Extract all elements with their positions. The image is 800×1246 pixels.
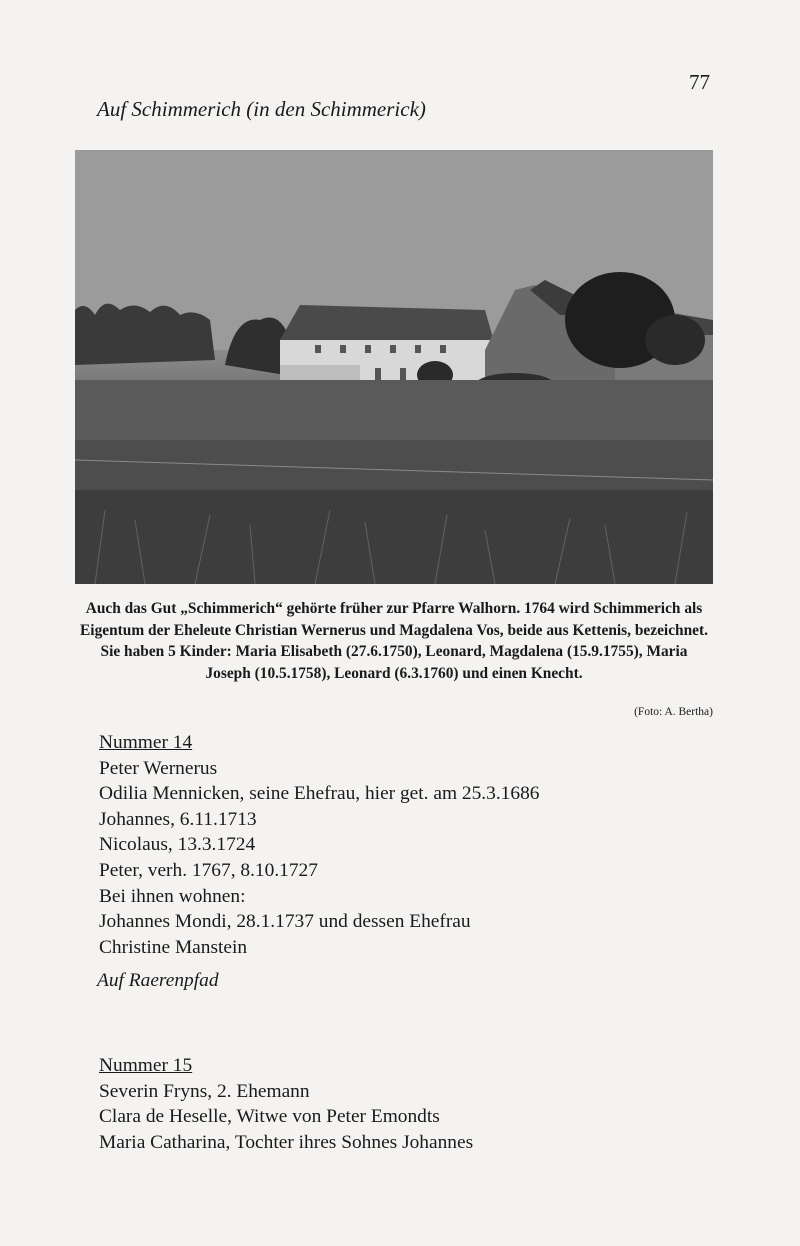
photo-credit: (Foto: A. Bertha) (634, 706, 713, 718)
page-number: 77 (689, 70, 710, 94)
entry-line: Christine Manstein (99, 936, 248, 958)
entry-line: Odilia Mennicken, seine Ehefrau, hier get. am 25.3.1686 (99, 783, 540, 805)
entry-line: Peter, verh. 1767, 8.10.1727 (99, 859, 318, 881)
section-heading: Nummer 14 (99, 732, 193, 753)
farmhouse-photo (75, 150, 713, 584)
entry-line: Bei ihnen wohnen: (99, 885, 246, 907)
entry-line: Johannes Mondi, 28.1.1737 und dessen Ehefrau (99, 911, 471, 933)
running-head: Auf Schimmerich (in den Schimmerick) (97, 97, 426, 121)
section-heading: Nummer 15 (99, 1055, 193, 1076)
entry-line: Johannes, 6.11.1713 (99, 808, 257, 830)
photo-caption: Auch das Gut „Schimmerich“ gehörte früher zur Pfarre Walhorn. 1764 wird Schimmerich als Eigentum der Eheleute Christian Wernerus und Magdalena Vos, beide aus Kettenis, bezeichnet. Sie haben 5 Kinder: Maria Elisabeth (27.6.1750), Leonard, Magdalena (15.9.1755), Maria Joseph (10.5.1758), Leonard (6.3.1760) und einen Knecht. (80, 600, 708, 682)
section-nummer-15 (99, 1053, 473, 1155)
entry-line: Peter Wernerus (99, 757, 218, 779)
entry-line: Clara de Heselle, Witwe von Peter Emondts (99, 1106, 440, 1128)
place-subheading: Auf Raerenpfad (97, 970, 219, 991)
entry-line: Nicolaus, 13.3.1724 (99, 834, 256, 856)
entry-line: Maria Catharina, Tochter ihres Sohnes Johannes (99, 1131, 474, 1153)
entry-line: Severin Fryns, 2. Ehemann (99, 1080, 310, 1102)
section-nummer-14 (99, 730, 539, 960)
